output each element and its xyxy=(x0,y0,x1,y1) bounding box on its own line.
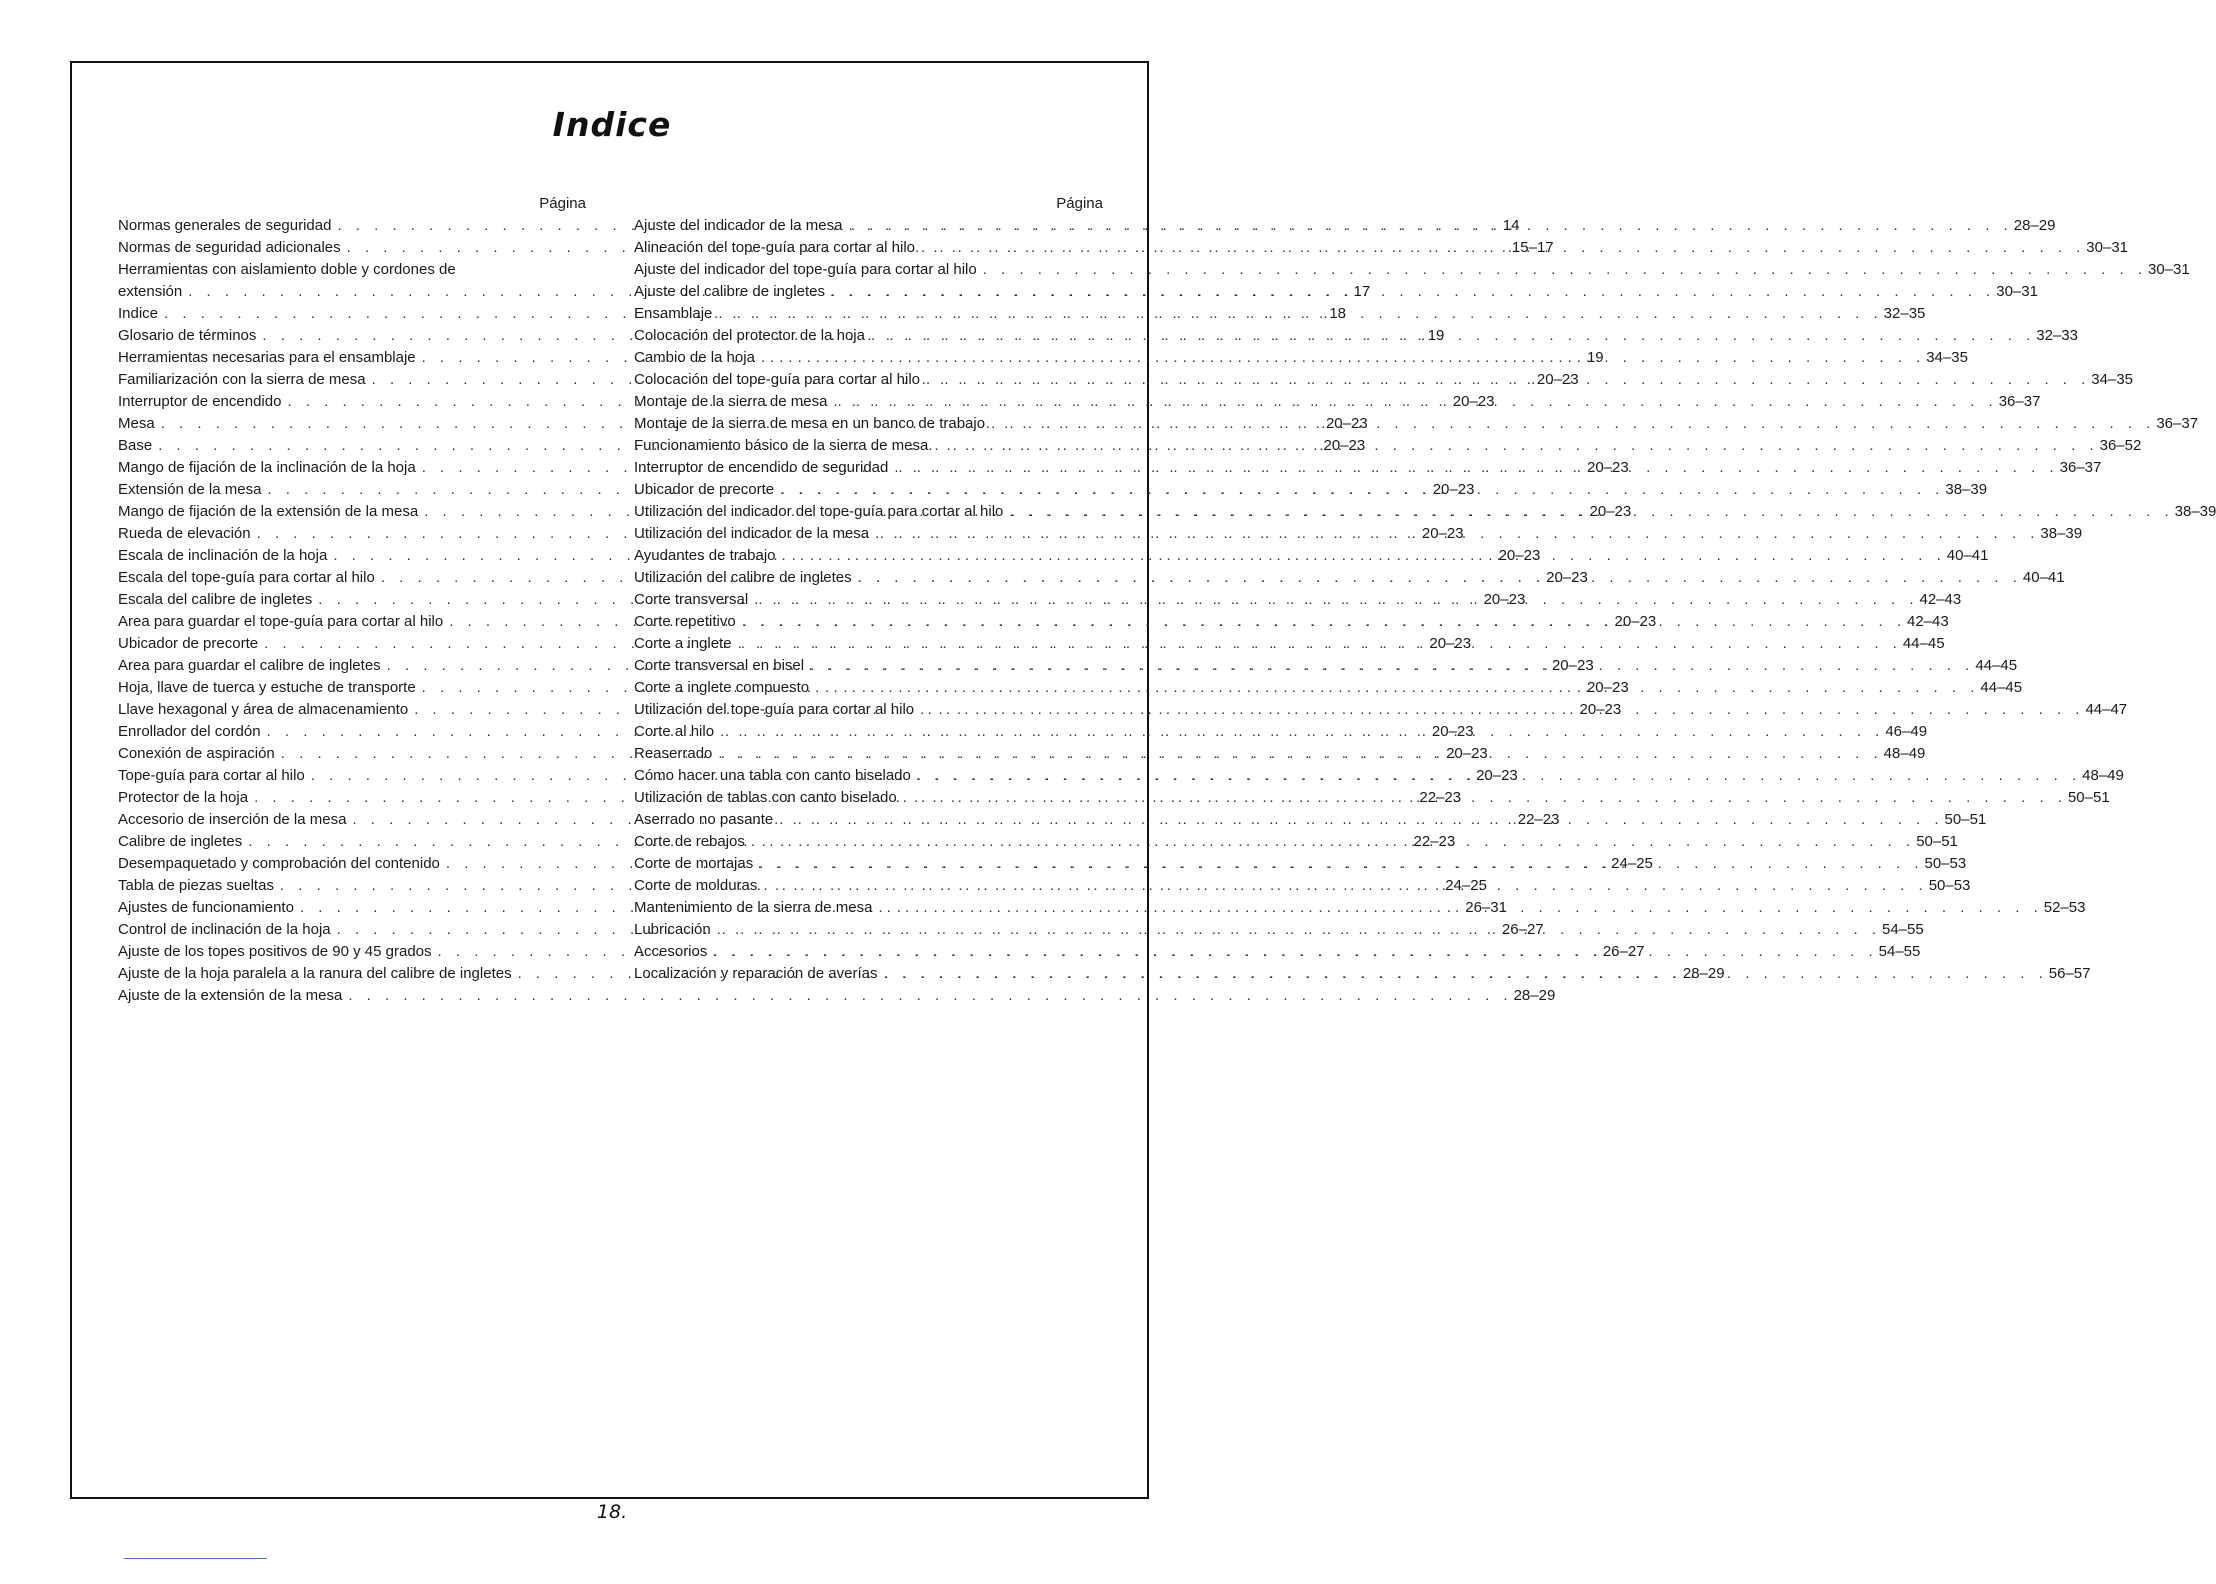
toc-entry xyxy=(118,259,586,281)
toc-entry-label: Montaje de la sierra de mesa en un banco de trabajo xyxy=(634,415,986,432)
toc-entry-label: Cambio de la hoja xyxy=(634,349,755,366)
toc-entry-page: 19 xyxy=(1427,327,1445,344)
toc-dot-leader xyxy=(810,655,1974,677)
toc-dot-leader xyxy=(878,897,2042,919)
toc-entry-page: 30–31 xyxy=(2148,261,2190,278)
toc-entry-label: Mantenimiento de la sierra de mesa xyxy=(634,899,873,916)
toc-entry-label: Normas de seguridad adicionales xyxy=(118,239,341,256)
toc-entry-page: 34–35 xyxy=(1926,349,1968,366)
toc-entry-page: 38–39 xyxy=(2174,503,2216,520)
toc-entry-label: Ajuste de los topes positivos de 90 y 45 grados xyxy=(118,943,432,960)
toc-entry-label: Utilización del indicador del tope-guía para cortar al hilo xyxy=(634,503,1004,520)
toc-entry-page: 20–23 xyxy=(1446,745,1488,762)
toc-entry-page: 20–23 xyxy=(1586,679,1629,696)
toc-entry-page: 20–23 xyxy=(1452,393,1495,410)
toc-dot-leader xyxy=(718,303,1882,325)
toc-entry-page: 44–45 xyxy=(1980,679,2023,696)
toc-entry-page: 40–41 xyxy=(2022,569,2065,586)
toc-entry-label: Indice xyxy=(118,305,159,322)
toc-entry-label: Protector de la hoja xyxy=(118,789,249,806)
toc-entry-label: Rueda de elevación xyxy=(118,525,251,542)
toc-entry-label: Funcionamiento básico de la sierra de mesa xyxy=(634,437,929,454)
toc-entry-label: Ayudantes de trabajo xyxy=(634,547,776,564)
toc-dot-leader xyxy=(983,259,2147,281)
toc-entry-label: Mango de fijación de la inclinación de la hoja xyxy=(118,459,416,476)
toc-entry-label: Mango de fijación de la extensión de la mesa xyxy=(118,503,419,520)
toc-entry-page: 32–33 xyxy=(2036,327,2078,344)
toc-entry-page: 42–43 xyxy=(1919,591,1962,608)
toc-entry-page: 44–45 xyxy=(1902,635,1945,652)
toc-entry-page: 28–29 xyxy=(2013,217,2056,234)
toc-entry-label: Corte de rebajos xyxy=(634,833,745,850)
toc-entry-label: Corte de molduras xyxy=(634,877,758,894)
toc-entry-label: Base xyxy=(118,437,153,454)
toc-entry-page: 22–23 xyxy=(1419,789,1462,806)
toc-dot-leader xyxy=(751,831,1915,853)
toc-entry-label: Enrollador del cordón xyxy=(118,723,261,740)
toc-entry-page: 20–23 xyxy=(1325,415,1368,432)
toc-entry-page: 20–23 xyxy=(1551,657,1594,674)
toc-entry-label: Corte de mortajas xyxy=(634,855,754,872)
toc-entry-page: 24–25 xyxy=(1611,855,1653,872)
toc-entry-label: Familiarización con la sierra de mesa xyxy=(118,371,366,388)
toc-dot-leader xyxy=(934,435,2098,457)
toc-entry-page: 50–51 xyxy=(2067,789,2110,806)
toc-entry-label: Colocación del tope-guía para cortar al hilo xyxy=(634,371,921,388)
toc-entry-page: 19 xyxy=(1586,349,1604,366)
toc-dot-leader xyxy=(848,215,2012,237)
toc-dot-leader xyxy=(763,875,1927,897)
toc-dot-leader xyxy=(926,369,2090,391)
toc-entry-page: 42–43 xyxy=(1907,613,1949,630)
toc-entry-page: 50–51 xyxy=(1916,833,1958,850)
toc-entry-page: 32–35 xyxy=(1883,305,1926,322)
toc-dot-leader xyxy=(348,985,1512,1007)
toc-entry-page: 20–23 xyxy=(1323,437,1366,454)
toc-entry-page: 36–52 xyxy=(2099,437,2142,454)
toc-entry-page: 20–23 xyxy=(1421,525,1464,542)
toc-entry-label: Area para guardar el tope-guía para cortar al hilo xyxy=(118,613,444,630)
toc-left-column-header: Página xyxy=(539,195,586,212)
toc-entry-page: 54–55 xyxy=(1878,943,1921,960)
toc-entry-label: Utilización del tope-guía para cortar al hilo xyxy=(634,701,915,718)
toc-dot-leader xyxy=(782,545,1946,567)
toc-dot-leader xyxy=(917,765,2081,787)
toc-dot-leader xyxy=(720,721,1884,743)
toc-entry-label: Area para guardar el calibre de ingletes xyxy=(118,657,381,674)
toc-entry-label: Corte al hilo xyxy=(634,723,715,740)
toc-entry-page: 22–23 xyxy=(1517,811,1560,828)
toc-entry-page: 36–37 xyxy=(1998,393,2041,410)
toc-entry-label: Calibre de ingletes xyxy=(118,833,243,850)
toc-entry-label: Ajuste del indicador de la mesa xyxy=(634,217,843,234)
toc-entry-label: Cómo hacer una tabla con canto biselado xyxy=(634,767,911,784)
toc-entry-page: 50–53 xyxy=(1924,855,1967,872)
toc-dot-leader xyxy=(920,699,2084,721)
toc-entry-page: 30–31 xyxy=(2086,239,2129,256)
toc-entry-label: Mesa xyxy=(118,415,155,432)
toc-dot-leader xyxy=(779,809,1943,831)
toc-entry-label: Aserrado no pasante xyxy=(634,811,774,828)
toc-dot-leader xyxy=(713,941,1877,963)
toc-entry-page: 20–23 xyxy=(1589,503,1632,520)
toc-entry-label: Ajuste del calibre de ingletes xyxy=(634,283,825,300)
toc-entry-label: Lubricación xyxy=(634,921,711,938)
toc-entry-page: 38–39 xyxy=(2040,525,2083,542)
toc-entry-label: Herramientas necesarias para el ensamblaje xyxy=(118,349,416,366)
toc-dot-leader xyxy=(815,677,1979,699)
toc-entry-page: 20–23 xyxy=(1483,591,1526,608)
toc-dot-leader xyxy=(858,567,2022,589)
toc-entry-label: Utilización del indicador de la mesa xyxy=(634,525,870,542)
toc-entry-label: Glosario de términos xyxy=(118,327,257,344)
toc-entry-label: Herramientas con aislamiento doble y cordones de xyxy=(118,261,456,278)
toc-entry-page: 26–27 xyxy=(1602,943,1645,960)
toc-entry xyxy=(634,259,2190,281)
toc-entry-label: Ubicador de precorte xyxy=(634,481,775,498)
toc-entry-label: Corte transversal xyxy=(634,591,749,608)
toc-entry-label: Interruptor de encendido de seguridad xyxy=(634,459,889,476)
toc-entry-page: 20–23 xyxy=(1579,701,1622,718)
toc-entry-label: Extensión de la mesa xyxy=(118,481,262,498)
toc-entry-page: 48–49 xyxy=(1883,745,1926,762)
toc-dot-leader xyxy=(894,457,2058,479)
toc-entry-page: 20–23 xyxy=(1432,481,1475,498)
page-number: 18. xyxy=(596,1501,628,1523)
toc-entry-label: Tabla de piezas sueltas xyxy=(118,877,274,894)
toc-entry-label: Accesorio de inserción de la mesa xyxy=(118,811,347,828)
toc-entry-page: 17 xyxy=(1353,283,1371,300)
toc-entry-page: 28–29 xyxy=(1513,987,1556,1004)
toc-entry-label: Ajuste de la hoja paralela a la ranura del calibre de ingletes xyxy=(118,965,512,982)
toc-entry-page: 14 xyxy=(1502,217,1520,234)
toc-entry-label: Ajuste de la extensión de la mesa xyxy=(118,987,343,1004)
toc-entry-page: 20–23 xyxy=(1536,371,1579,388)
toc-dot-leader xyxy=(717,919,1881,941)
toc-entry-page: 26–27 xyxy=(1501,921,1544,938)
toc-entry-page: 22–23 xyxy=(1413,833,1456,850)
toc-entry-label: Llave hexagonal y área de almacenamiento xyxy=(118,701,409,718)
toc-dot-leader xyxy=(921,237,2085,259)
toc-entry-page: 38–39 xyxy=(1945,481,1988,498)
toc-entry-label: Reaserrado xyxy=(634,745,713,762)
toc-dot-leader xyxy=(991,413,2155,435)
toc-entry-label: Control de inclinación de la hoja xyxy=(118,921,331,938)
toc-dot-leader xyxy=(833,391,1997,413)
toc-entry-label: Localización y reparación de averías xyxy=(634,965,878,982)
toc-entry-page: 24–25 xyxy=(1445,877,1487,894)
toc-entry-page: 28–29 xyxy=(1682,965,1725,982)
toc-dot-leader xyxy=(1009,501,2173,523)
toc-entry-page: 26–31 xyxy=(1465,899,1507,916)
toc-entry-page: 20–23 xyxy=(1586,459,1629,476)
toc-entry-label: Ensamblaje xyxy=(634,305,713,322)
toc-entry-label: Corte repetitivo xyxy=(634,613,736,630)
toc-entry-page: 44–47 xyxy=(2085,701,2128,718)
toc-entry-label: Ajuste del indicador del tope-guía para cortar al hilo xyxy=(634,261,977,278)
toc-entry-page: 20–23 xyxy=(1429,635,1472,652)
toc-dot-leader xyxy=(738,633,1902,655)
page-title: Indice xyxy=(552,105,672,144)
toc-dot-leader xyxy=(754,589,1918,611)
toc-dot-leader xyxy=(718,743,1882,765)
toc-entry-page: 20–23 xyxy=(1614,613,1657,630)
toc-entry-label: Utilización de tablas con canto biselado xyxy=(634,789,897,806)
toc-entry-label: Ajustes de funcionamiento xyxy=(118,899,294,916)
toc-entry-label: Alineación del tope-guía para cortar al hilo xyxy=(634,239,916,256)
toc-entry-label: Corte a inglete compuesto xyxy=(634,679,810,696)
toc-entry-label: Escala de inclinación de la hoja xyxy=(118,547,328,564)
toc-entry-page: 54–55 xyxy=(1882,921,1924,938)
toc-entry-label: Ubicador de precorte xyxy=(118,635,259,652)
toc-entry-page: 15–17 xyxy=(1511,239,1554,256)
toc-entry-label: Montaje de la sierra de mesa xyxy=(634,393,828,410)
toc-entry-page: 36–37 xyxy=(2156,415,2199,432)
toc-entry-page: 50–51 xyxy=(1944,811,1987,828)
toc-entry-label: Normas generales de seguridad xyxy=(118,217,332,234)
toc-entry-label: Escala del tope-guía para cortar al hilo xyxy=(118,569,375,586)
toc-dot-leader xyxy=(831,281,1995,303)
toc-dot-leader xyxy=(875,523,2039,545)
toc-dot-leader xyxy=(780,479,1944,501)
toc-dot-leader xyxy=(761,347,1925,369)
toc-entry-label: Corte transversal en bisel xyxy=(634,657,805,674)
toc-entry-page: 52–53 xyxy=(2043,899,2086,916)
toc-dot-leader xyxy=(742,611,1906,633)
toc-entry-page: 20–23 xyxy=(1476,767,1518,784)
toc-entry-label: Desempaquetado y comprobación del contenido xyxy=(118,855,440,872)
toc-dot-leader xyxy=(903,787,2067,809)
toc-entry-page: 18 xyxy=(1329,305,1346,322)
toc-entry-page: 30–31 xyxy=(1996,283,2038,300)
toc-entry-page: 34–35 xyxy=(2091,371,2134,388)
toc-entry-page: 44–45 xyxy=(1975,657,2018,674)
toc-entry-label: Escala del calibre de ingletes xyxy=(118,591,313,608)
toc-entry xyxy=(118,985,1556,1007)
toc-entry-page: 48–49 xyxy=(2082,767,2124,784)
toc-entry-page: 20–23 xyxy=(1431,723,1474,740)
toc-entry-label: Corte a inglete xyxy=(634,635,732,652)
toc-dot-leader xyxy=(871,325,2035,347)
toc-entry-label: extensión xyxy=(118,283,183,300)
toc-right-column-header: Página xyxy=(1056,195,1103,212)
bottom-rule-line xyxy=(124,1558,267,1559)
toc-entry-label: Conexión de aspiración xyxy=(118,745,275,762)
toc-entry-page: 36–37 xyxy=(2059,459,2102,476)
toc-entry-page: 40–41 xyxy=(1946,547,1989,564)
toc-entry-page: 56–57 xyxy=(2048,965,2091,982)
toc-dot-leader xyxy=(759,853,1923,875)
toc-entry-label: Accesorios xyxy=(634,943,708,960)
toc-entry-page: 46–49 xyxy=(1885,723,1928,740)
toc-entry-page: 50–53 xyxy=(1928,877,1971,894)
toc-entry-label: Utilización del calibre de ingletes xyxy=(634,569,852,586)
toc-entry-page: 20–23 xyxy=(1546,569,1588,586)
toc-entry-label: Tope-guía para cortar al hilo xyxy=(118,767,305,784)
toc-entry-label: Colocación del protector de la hoja xyxy=(634,327,865,344)
toc-dot-leader xyxy=(883,963,2047,985)
toc-entry-label: Hoja, llave de tuerca y estuche de transporte xyxy=(118,679,416,696)
toc-entry-label: Interruptor de encendido xyxy=(118,393,282,410)
toc-entry-page: 20–23 xyxy=(1498,547,1541,564)
